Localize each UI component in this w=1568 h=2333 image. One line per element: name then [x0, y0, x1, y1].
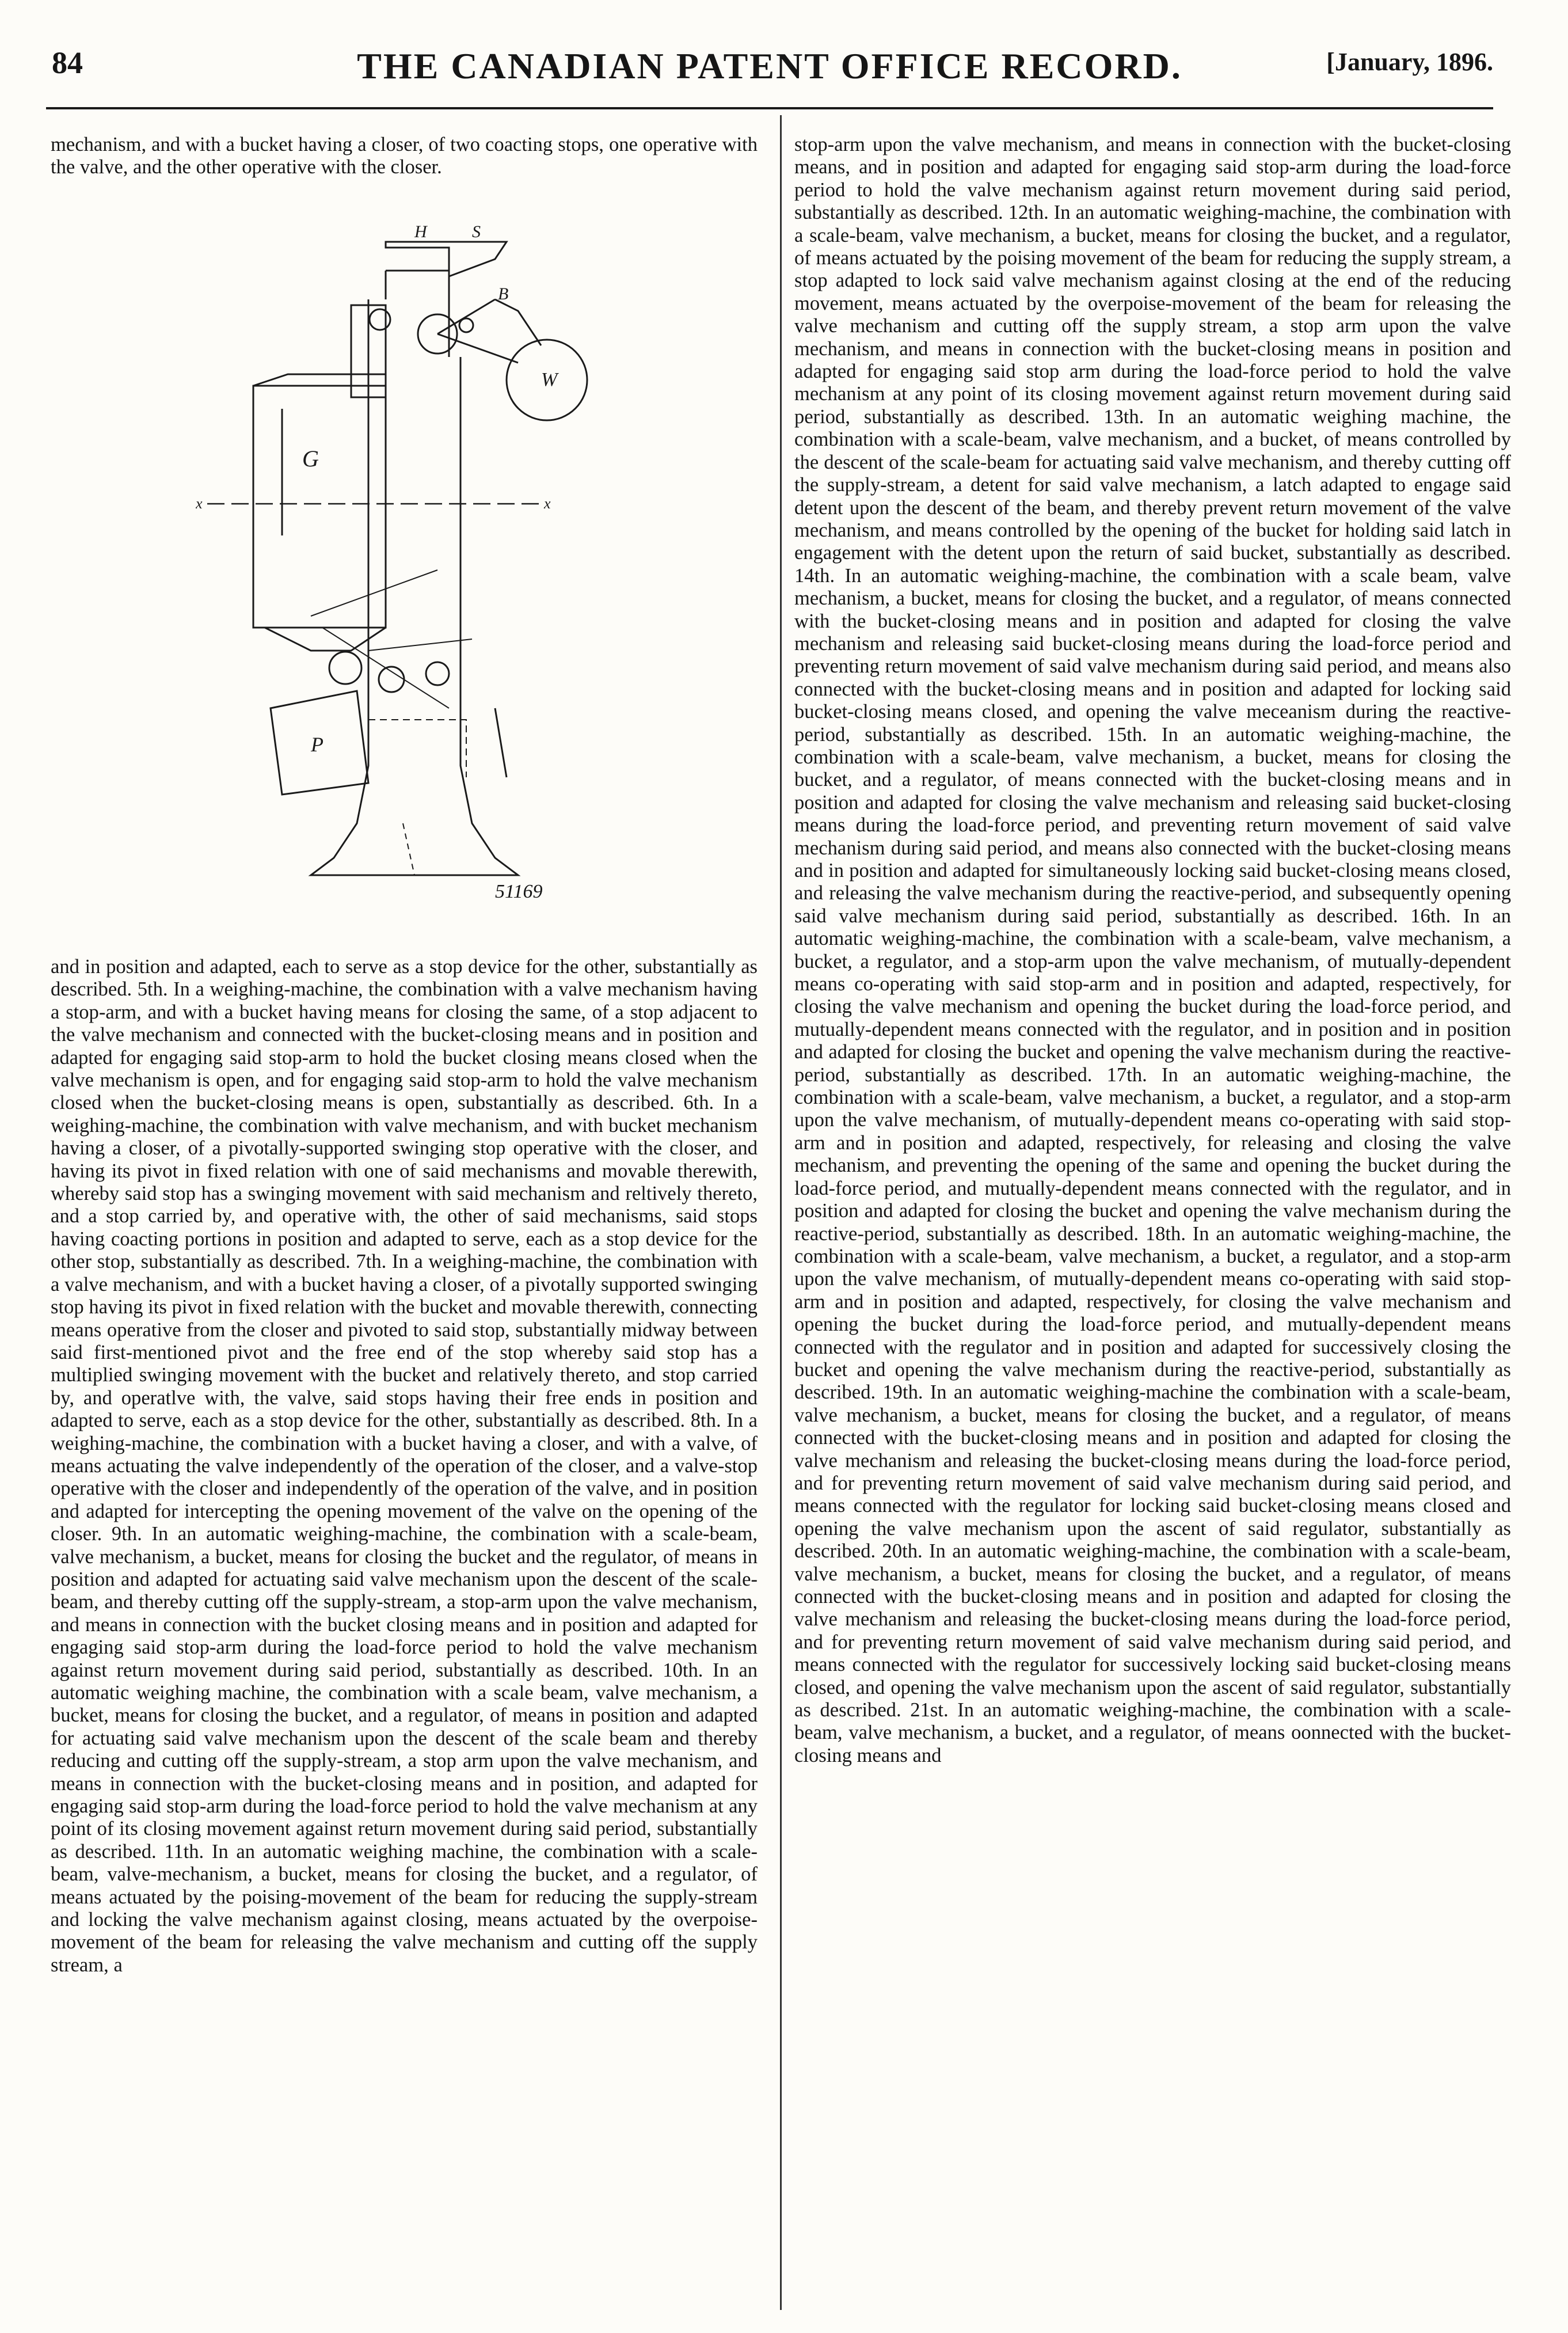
- right-column-text: stop-arm upon the valve mechanism, and means in connection with the bucket-closing means, and in position and adapted for engaging said stop-arm during the load-force period to hold the valve mechanism against return movement during said period, substantially as described. 12th. In an automatic weighing-machine, the combination with a scale-beam, valve mechanism, a bucket, means for closing the bucket, and a regulator, of means actuated by the poising movement of the beam for reducing the supply stream, a stop adapted to lock said valve mechanism against closing at the end of the reducing movement, means actuated by the overpoise-movement of the beam for releasing the valve mechanism and cutting off the supply stream, a stop arm upon the valve mechanism, and means in connection with the bucket-closing means in position and adapted for engaging said stop arm during the load-force period to hold the valve mechanism at any point of its closing movement against return movement during said period, substantially as described. 13th. In an automatic weighing machine, the combination with a scale-beam, valve mechanism, and a bucket, of means controlled by the descent of the scale-beam for actuating said valve mechanism, and thereby cutting off the supply-stream, a detent for said valve mechanism, a latch adapted to engage said detent upon the descent of the beam, and thereby prevent return movement of the valve mechanism, and means controlled by the opening of the bucket for holding said latch in engagement with the detent upon the return of said bucket, substantially as described. 14th. In an automatic weighing-machine, the combination with a scale beam, valve mechanism, a bucket, means for closing the bucket, and a regulator, of means connected with the bucket-closing means and in position and adapted for closing the valve mechanism and releasing said bucket-closing means during the load-force period and preventing return movement of said valve mechanism during said period, and means also connected with the bucket-closing means and in position and adapted for locking said bucket-closing means closed, and opening the valve meceanism during the reactive-period, substantially as described. 15th. In an automatic weighing-machine, the combination with a scale-beam, valve mechanism, a bucket, means for closing the bucket, and a regulator, of means connected with the bucket-closing means and in position and adapted for closing the valve mechanism and releasing said bucket-closing means during the load-force period, and preventing return movement of said valve mechanism during said period, and means also connected with the bucket-closing means and in position and adapted for simultaneously locking said bucket-closing means closed, and releasing the valve mechanism during the reactive-period, and subsequently opening said valve mechanism during said period, substantially as described. 16th. In an automatic weighing-machine, the combination with a scale-beam, valve mechanism, a bucket, a regulator, and a stop-arm upon the valve mechanism, of mutually-dependent means co-operating with said stop-arm and in position and adapted, respectively, for closing the valve mechanism and opening the bucket during the load-force period, and mutually-dependent means connected with the regulator, and in position and in position and adapted for closing the bucket and opening the valve mechanism during the reactive-period, substantially as described. 17th. In an automatic weighing-machine, the combination with a scale-beam, valve mechanism, a bucket, a regulator, and a stop-arm upon the valve mechanism, of mutually-dependent means co-operating with said stop-arm and in position and adapted, respectively, for releasing and closing the valve mechanism, and preventing the opening of the same and opening the bucket during the load-force period, and mutually-dependent means connected with the regulator, and in position and adapted for closing the bucket and opening the valve mechanism during the reactive-period, substantially as described. 18th. In an automatic weighing-machine, the combination with a scale-beam, valve mechanism, a bucket, a regulator, and a stop-arm upon the valve mechanism, of mutually-dependent means co-operating with said stop-arm and in position and adapted, respectively, for closing the valve mechanism and opening the bucket during the load-force period, and mutually-dependent means connected with the regulator and in position and adapted for successively closing the bucket and opening the valve mechanism during the reactive-period, substantially as described. 19th. In an automatic weighing-machine the combination with a scale-beam, valve mechanism, a bucket, means for closing the bucket, and a regulator, of means connected with the bucket-closing means and in position and adapted for closing the valve mechanism and releasing the bucket-closing means during the load-force period, and for preventing return movement of said valve mechanism during said period, and means connected with the regulator for locking said bucket-closing means closed and opening the valve mechanism upon the ascent of said regulator, substantially as described. 20th. In an automatic weighing-machine, the combination with a scale-beam, valve mechanism, a bucket, means for closing the bucket, and a regulator, of means connected with the bucket-closing means and in position and adapted for closing the valve mechanism and releasing the bucket-closing means during the load-force period, and for preventing return movement of said valve mechanism during said period, and means connected with the regulator for successively locking said bucket-closing means closed, and opening the valve mechanism upon the ascent of said regulator, substantially as described. 21st. In an automatic weighing-machine, the combination with a scale-beam, valve mechanism, a bucket, and a regulator, of means oonnected with the bucket-closing means and: [794, 134, 1511, 1766]
- label-x-right: x: [544, 495, 551, 512]
- issue-date: [January, 1896.: [1326, 48, 1493, 76]
- label-p: P: [311, 733, 324, 756]
- left-column-bottom-text: and in position and adapted, each to serve as a stop device for the other, substantially as described. 5th. In a weighing-machine, the combination with a valve mechanism having a stop-arm, and with a bucket having means for closing the same, of a stop adjacent to the valve mechanism and connected with the bucket-closing means and in position and adapted for engaging said stop-arm to hold the bucket closing means closed when the valve mechanism is open, and for engaging said stop-arm to hold the valve mechanism closed when the bucket-closing means is open, substantially as described. 6th. In a weighing-machine, the combination with valve mechanism, and with bucket mechanism having a closer, of a pivotally-supported swinging stop operative with the closer, and having its pivot in fixed relation with one of said mechanisms and movable therewith, whereby said stop has a swinging movement with said mechanism and reltively thereto, and a stop carried by, and operative with, the other of said mechanisms, said stops having coacting portions in position and adapted to serve, each as a stop device for the other stop, substantially as described. 7th. In a weighing-machine, the combination with a valve mechanism, and with a bucket having a closer, of a pivotally supported swinging stop having its pivot in fixed relation with the bucket and movable therewith, connecting means operative from the closer and pivoted to said stop, substantially midway between said first-mentioned pivot and the free end of the stop whereby said stop has a multiplied swinging movement with the bucket and relatively thereto, and stop carried by, and operatlve with, the valve, said stops having their free ends in position and adapted to serve, each as a stop device for the other, substantially as described. 8th. In a weighing-machine, the combination with a bucket having a closer, and with a valve, of means actuating the valve independently of the operation of the closer, and a valve-stop operative with the closer and independently of the operation of the valve, and in position and adapted for intercepting the opening movement of the valve on the opening of the closer. 9th. In an automatic weighing-machine, the combination with a scale-beam, valve mechanism, a bucket, means for closing the bucket and the regulator, of means in position and adapted for actuating said valve mechanism upon the descent of the scale-beam, and thereby cutting off the supply-stream, a stop-arm upon the valve mechanism, and means in connection with the bucket closing means and in position and adapted for engaging said stop-arm during the load-force period to hold the valve mechanism against return movement during said period, substantially as described. 10th. In an automatic weighing machine, the combination with a scale beam, valve mechanism, a bucket, means for closing the bucket, and a regulator, of means in position and adapted for actuating said valve mechanism upon the descent of the scale beam and thereby reducing and cutting off the supply-stream, a stop arm upon the valve mechanism, and means in connection with the bucket-closing means and in position, and adapted for engaging said stop-arm during the load-force period to hold the valve mechanism at any point of its closing movement against return movement during said period, substantially as described. 11th. In an automatic weighing machine, the combination with a scale-beam, valve-mechanism, a bucket, means for closing the bucket, and a regulator, of means actuated by the poising-movement of the beam for reducing the supply-stream and locking the valve mechanism against closing, means actuated by the overpoise-movement of the beam for releasing the valve mechanism and cutting off the supply stream, a: [51, 956, 758, 1976]
- label-w: W: [541, 369, 558, 390]
- figure-number: 51169: [495, 881, 543, 902]
- page-header: [46, 45, 1493, 108]
- label-x-left: x: [196, 495, 203, 512]
- weighing-machine-drawing: [196, 213, 645, 927]
- label-b: B: [498, 284, 509, 303]
- page-number: 84: [52, 45, 83, 80]
- column-divider: [780, 115, 782, 2310]
- journal-title: THE CANADIAN PATENT OFFICE RECORD.: [357, 45, 1182, 86]
- header-rule: [46, 107, 1493, 109]
- label-g: G: [302, 446, 319, 472]
- label-s: S: [472, 222, 481, 241]
- label-h: H: [414, 222, 427, 241]
- left-column-top-text: mechanism, and with a bucket having a closer, of two coacting stops, one operative with the valve, and the other operative with the closer.: [51, 134, 758, 178]
- patent-drawing: [196, 213, 645, 927]
